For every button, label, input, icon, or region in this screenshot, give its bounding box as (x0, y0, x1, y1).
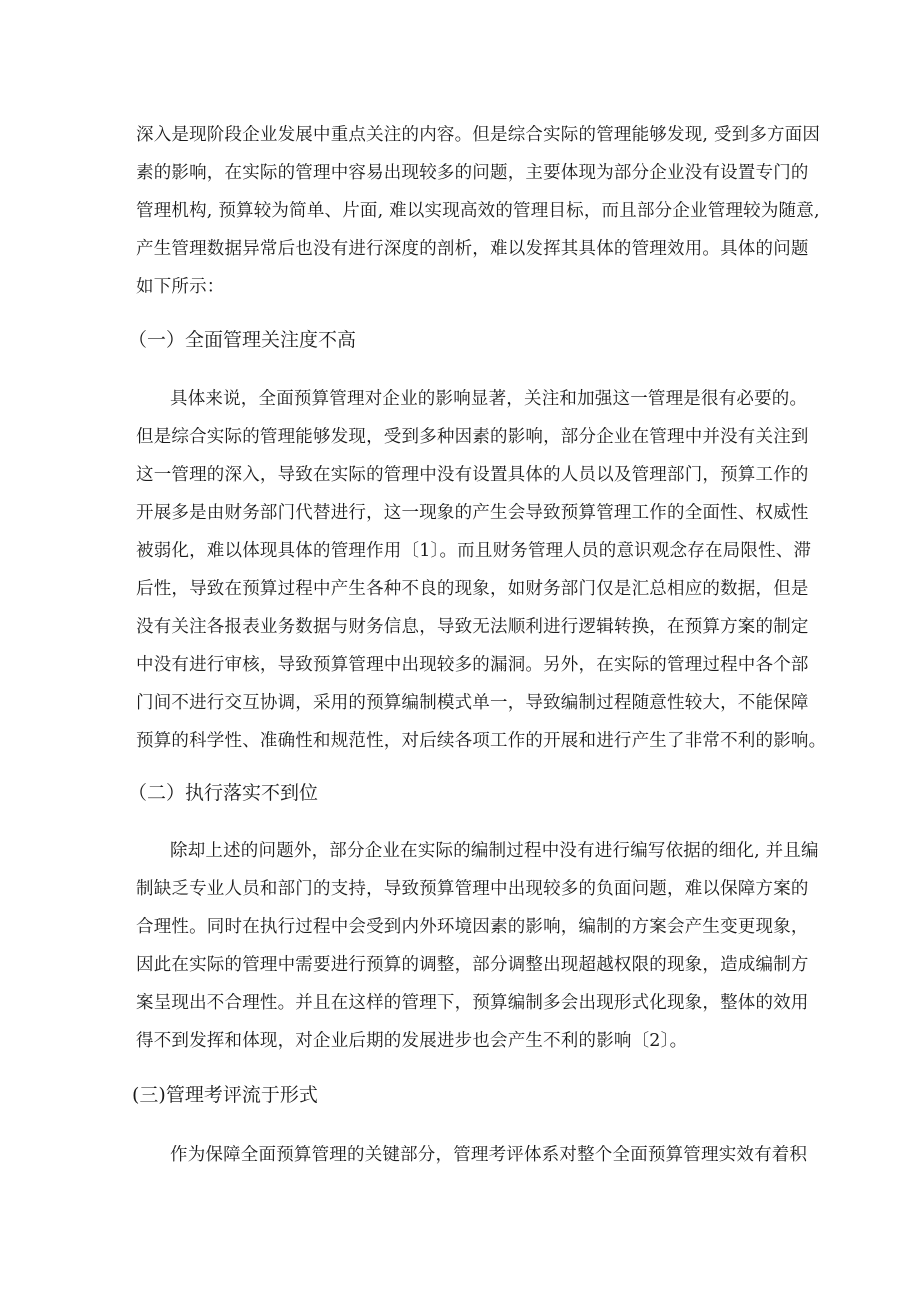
paragraph-line: 案呈现出不合理性。并且在这样的管理下，预算编制多会出现形式化现象，整体的效用 (136, 993, 809, 1013)
paragraph-line: 被弱化，难以体现具体的管理作用〔1〕。而且财务管理人员的意识观念存在局限性、滞 (136, 541, 812, 561)
paragraph-line: 后性，导致在预算过程中产生各种不良的现象，如财务部门仅是汇总相应的数据，但是 (136, 579, 809, 599)
section-heading: （一）全面管理关注度不高 (128, 329, 357, 351)
paragraph-line: 中没有进行审核，导致预算管理中出现较多的漏洞。另外，在实际的管理过程中各个部 (136, 655, 809, 675)
paragraph-line: 没有关注各报表业务数据与财务信息，导致无法顺利进行逻辑转换，在预算方案的制定 (136, 617, 809, 637)
paragraph-line: 产生管理数据异常后也没有进行深度的剖析，难以发挥其具体的管理效用。具体的问题 (136, 239, 809, 259)
paragraph-line: 如下所示： (136, 277, 225, 297)
paragraph-line: 预算的科学性、准确性和规范性，对后续各项工作的开展和进行产生了非常不利的影响。 (136, 731, 827, 751)
paragraph-line: 这一管理的深入，导致在实际的管理中没有设置具体的人员以及管理部门，预算工作的 (136, 465, 809, 485)
paragraph-line: 作为保障全面预算管理的关键部分，管理考评体系对整个全面预算管理实效有着积 (170, 1145, 808, 1165)
paragraph-line: 管理机构, 预算较为简单、片面, 难以实现高效的管理目标，而且部分企业管理较为随意, (136, 201, 820, 221)
section-heading: (三)管理考评流于形式 (132, 1084, 318, 1106)
paragraph-line: 门间不进行交互协调，采用的预算编制模式单一，导致编制过程随意性较大，不能保障 (136, 693, 809, 713)
paragraph-line: 深入是现阶段企业发展中重点关注的内容。但是综合实际的管理能够发现, 受到多方面因 (136, 125, 821, 145)
paragraph-line: 合理性。同时在执行过程中会受到内外环境因素的影响，编制的方案会产生变更现象， (136, 917, 809, 937)
paragraph-line: 得不到发挥和体现，对企业后期的发展进步也会产生不利的影响〔2〕。 (136, 1031, 688, 1051)
paragraph-line: 开展多是由财务部门代替进行，这一现象的产生会导致预算管理工作的全面性、权威性 (136, 503, 809, 523)
paragraph-line: 制缺乏专业人员和部门的支持，导致预算管理中出现较多的负面问题，难以保障方案的 (136, 879, 809, 899)
paragraph-line: 素的影响，在实际的管理中容易出现较多的问题，主要体现为部分企业没有设置专门的 (136, 163, 809, 183)
section-heading: （二）执行落实不到位 (128, 782, 319, 804)
paragraph-line: 但是综合实际的管理能够发现，受到多种因素的影响，部分企业在管理中并没有关注到 (136, 427, 809, 447)
paragraph-line: 因此在实际的管理中需要进行预算的调整，部分调整出现超越权限的现象，造成编制方 (136, 955, 809, 975)
paragraph-line: 具体来说，全面预算管理对企业的影响显著，关注和加强这一管理是很有必要的。 (170, 389, 808, 409)
paragraph-line: 除却上述的问题外，部分企业在实际的编制过程中没有进行编写依据的细化, 并且编 (170, 841, 819, 861)
